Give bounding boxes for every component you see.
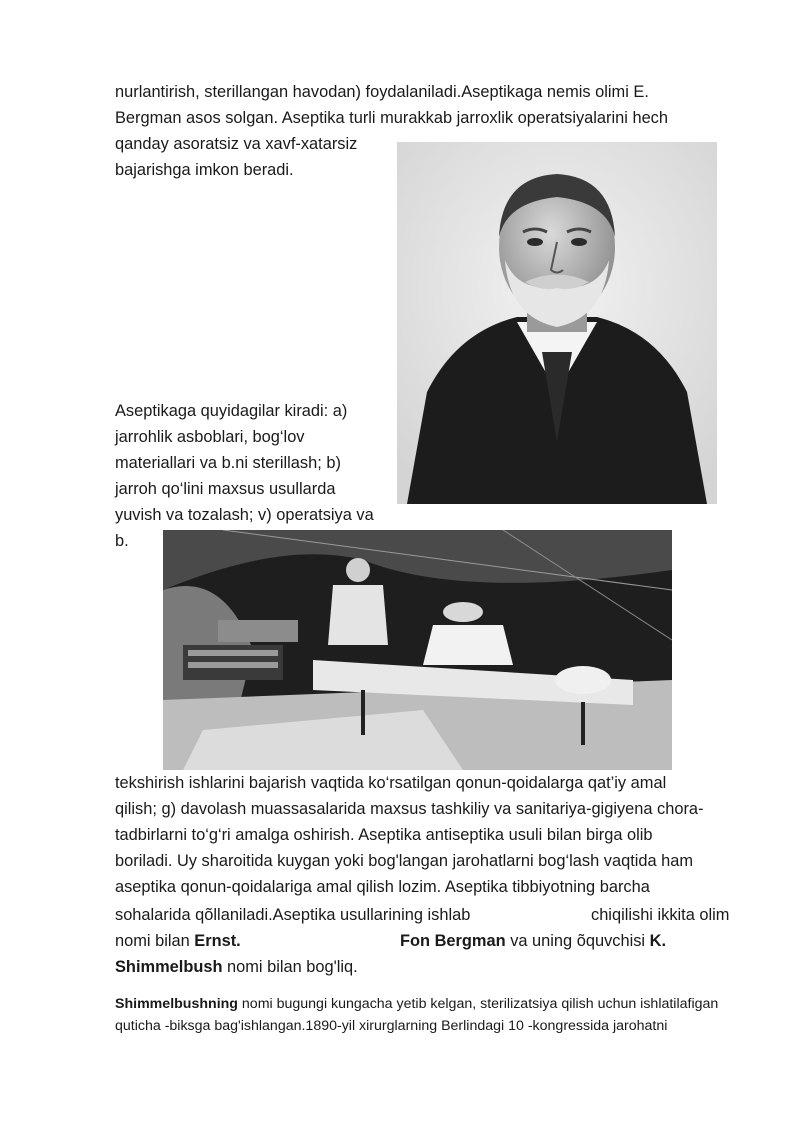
body-line-5: aseptika qonun-qoidalariga amal qilish lozim. Aseptika tibbiyotning barcha (115, 878, 650, 896)
body-line-2: qilish; g) davolash muassasalarida maxsus tashkiliy va sanitariya-gigiyena chora- (115, 800, 704, 818)
operating-room-photo (163, 530, 672, 770)
list-line-6: b. (115, 532, 129, 550)
intro-line-3: qanday asoratsiz va xavf-xatarsiz (115, 135, 358, 153)
footer-line-1 (115, 994, 718, 1014)
list-line-3: materiallari va b.ni sterillash; b) (115, 454, 341, 472)
body-line-6b: chiqilishi ikkita olim (591, 906, 730, 924)
footer-line-1-text: nomi bugungi kungacha yetib kelgan, sterilizatsiya qilish uchun ishlatilafigan (237, 996, 719, 1012)
intro-line-2: Bergman asos solgan. Aseptika turli murakkab jarroxlik operatsiyalarini hech (115, 109, 668, 127)
intro-line-1: nurlantirish, sterillangan havodan) foydalaniladi.Aseptikaga nemis olimi E. (115, 83, 649, 101)
footer-shimmelbushning: Shimmelbushning (115, 996, 238, 1012)
body-line-4: boriladi. Uy sharoitida kuygan yoki bog'langan jarohatlarni bog‘lash vaqtida ham (115, 852, 694, 870)
body-line-7-text: nomi bilan (115, 932, 195, 950)
footer-line-2: quticha -biksga bag'ishlangan.1890-yil xirurglarning Berlindagi 10 -kongressida jarohatni (115, 1018, 668, 1034)
body-line-7-mid: va uning õquvchisi (505, 932, 650, 950)
intro-line-4: bajarishga imkon beradi. (115, 161, 294, 179)
body-line-3: tadbirlarni to‘g‘ri amalga oshirish. Aseptika antiseptika usuli bilan birga olib (115, 826, 653, 844)
bergman-portrait-image (397, 142, 717, 504)
body-line-7-right (400, 928, 666, 954)
body-line-6a: sohalarida qõllaniladi.Aseptika usullarining ishlab (115, 906, 471, 924)
list-line-5: yuvish va tozalash; v) operatsiya va (115, 506, 374, 524)
body-line-8 (115, 954, 358, 980)
body-line-8-text: nomi bilan bog'liq. (222, 958, 358, 976)
list-line-2: jarrohlik asboblari, bog‘lov (115, 428, 305, 446)
body-line-7 (115, 928, 241, 954)
name-k-initial: K. (649, 932, 667, 950)
list-line-1: Aseptikaga quyidagilar kiradi: a) (115, 402, 348, 420)
name-fon-bergman: Fon Bergman (400, 932, 506, 950)
list-line-4: jarroh qo‘lini maxsus usullarda (115, 480, 336, 498)
name-ernst: Ernst. (194, 932, 241, 950)
body-line-1: tekshirish ishlarini bajarish vaqtida ko‘rsatilgan qonun-qoidalarga qat’iy amal (115, 774, 667, 792)
name-shimmelbush: Shimmelbush (115, 958, 223, 976)
